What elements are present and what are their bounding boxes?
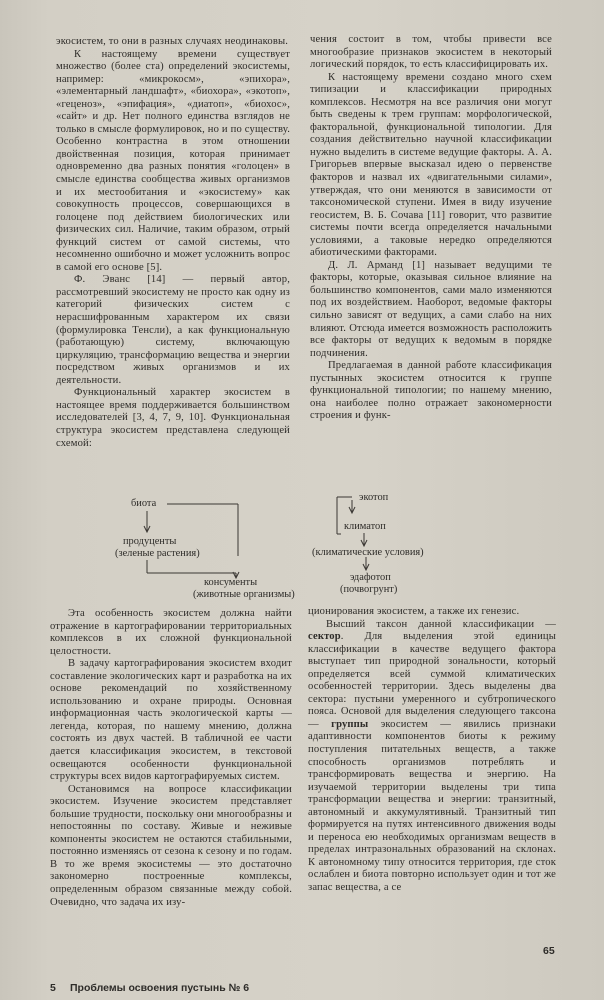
paragraph: Предлагаемая в данной работе классификация пустынных экосистем относится к группе функциональной типологии; по нашему мнению, она наиболее полно отражает закономерности строения и функ- <box>310 360 552 422</box>
text-run: Высший таксон данной классификации — <box>326 618 556 630</box>
producers-note: (зеленые растения) <box>115 548 200 559</box>
paragraph: чения состоит в том, чтобы привести все многообразие признаков экосистем в некоторый логический порядок, то есть классифицировать их. <box>310 34 552 71</box>
paragraph <box>308 619 556 895</box>
consumers-note: (животные организмы) <box>193 589 295 600</box>
bottom-right-column <box>308 606 556 895</box>
page-number: 65 <box>543 945 555 957</box>
edaphotope-label: эдафотоп <box>350 572 391 583</box>
paragraph: экосистем, то они в разных случаях неодинаковы. <box>56 36 289 47</box>
climatope-label: климатоп <box>344 521 386 532</box>
edaphotope-note: (почвогрунт) <box>340 584 398 595</box>
term-group: группы <box>331 718 369 730</box>
paragraph: Функциональный характер экосистем в настоящее время поддерживается большинством исследователей [3, 4, 7, 9, 10]. Функциональная структура экосистем представлена следующей схемой: <box>56 387 290 449</box>
signature-mark: 5 <box>50 982 56 994</box>
paragraph: Эта особенность экосистем должна найти отражение в картографировании территориальных комплексов в их сложной функциональной целостности. <box>50 608 292 657</box>
paragraph: К настоящему времени создано много схем типизации и классификации природных комплексов. Несмотря на все различия они могут быть сведены к трем группам: морфологической, факторальной, функциональной типологии. Для создания действительно научной классификации нужно выделить в системе ведущие факторы. А. А. Григорьев впервые высказал идею о первенстве факторов и назвал их «двигательными силами», утверждая, что они меняются в зависимости от таксономической ступени. Имея в виду изучение геосистем, В. Б. Сочава [11] говорит, что развитие системы почти всегда определяется начальными условиями, а таковые нередко определяются абиотическими факторами. <box>310 71 552 259</box>
text-run: экосистем — явились признаки адаптивности компонентов биоты к режиму поступления питательных веществ, а также способность организмов потреблять и трансформировать вещества и энергию. На изучаемой территории выделены три типа трансформации вещества и энергии: транзитный, автономный и аккумулятивный. Транзитный тип формируется на путях интенсивного движения воды и переноса ею необходимых организмам веществ в пределах интразональных образований на склонах. К автономному типу относится территория, где сток ослаблен и биота повторно использует один и тот же запас вещества, а се <box>308 718 557 894</box>
ecotope-label: экотоп <box>359 492 389 503</box>
running-footer: Проблемы освоения пустынь № 6 <box>70 982 250 994</box>
producers-label: продуценты <box>123 536 177 547</box>
paragraph: В задачу картографирования экосистем входит составление экологических карт и разработка на их основе рекомендаций по хозяйственному использованию и охране природы. Основная информационная часть экологической карты — легенда, которая, по нашему мнению, должна состоять из двух частей. В табличной ее части дается классификация экосистем, в текстовой освещаются особенности функциональной структуры всех видов картографируемых систем. <box>50 658 292 783</box>
paragraph: Ф. Эванс [14] — первый автор, рассмотревший экосистему не просто как одну из категорий физических систем с нерасшифрованным характером их связи (формулировка Тенсли), а как функциональную (работающую) систему, включающую циркуляцию, трансформацию вещества и энергии посредством живых организмов и их деятельности. <box>56 274 290 386</box>
bottom-left-column <box>50 608 292 909</box>
paragraph: ционирования экосистем, а также их генезис. <box>308 606 520 617</box>
climatope-note: (климатические условия) <box>312 547 424 558</box>
paragraph: Остановимся на вопросе классификации экосистем. Изучение экосистем представляет большие трудности, поскольку они многообразны и непостоянны по составу. Живые и неживые компоненты экосистем не остаются стабильными, постоянно изменяясь от сезона к сезону и по годам. В то же время экосистемы — это достаточно закономерно построенные комплексы, определенным образом связанные между собой. Очевидно, что задача их изу- <box>50 783 292 908</box>
biota-label: биота <box>131 498 157 509</box>
paragraph: Д. Л. Арманд [1] называет ведущими те факторы, которые, оказывая сильное влияние на большинство компонентов, сами мало изменяются под их воздействием. Наоборот, ведомые факторы сильно зависят от ведущих, а сами слабо на них влияют. Отсюда имеется возможность расположить все факторы от ведущих к ведомым в порядке подчинения. <box>310 259 552 359</box>
text-run: . Для выделения этой единицы классификации в качестве ведущего фактора выступает тип природной зональности, который определяется всей суммой климатических особенностей территории. Здесь выделены два сектора: пустыни умеренного и субтропического пояса. Основой для выделения следующего таксона — <box>308 631 556 730</box>
paragraph: К настоящему времени существует множество (более ста) определений экосистемы, например: «микрокосм», «эпихора», «элементарный ландшафт», «биохора», «экотоп», «геценоз», «эпифация», «диатоп», «биохос», «сайт» и др. Нет полного единства взглядов не только в смысле формулировок, но и по существу. Особенно контрастна в этом отношении двойственная позиция, которая принимает одновременно два разных понятия «голоцен» в смысле единства сообщества живых организмов и их местообитания и «экосистему» как совокупность процессов, совершающихся в голоцене под действием биологических или физических сил. Наличие, таким образом, отрый функций систем от самой системы, что несомненно ошибочно и может усложнить вопрос в самой его основе [5]. <box>56 48 290 273</box>
consumers-label: консументы <box>204 577 258 588</box>
term-sector: сектор <box>308 631 341 643</box>
